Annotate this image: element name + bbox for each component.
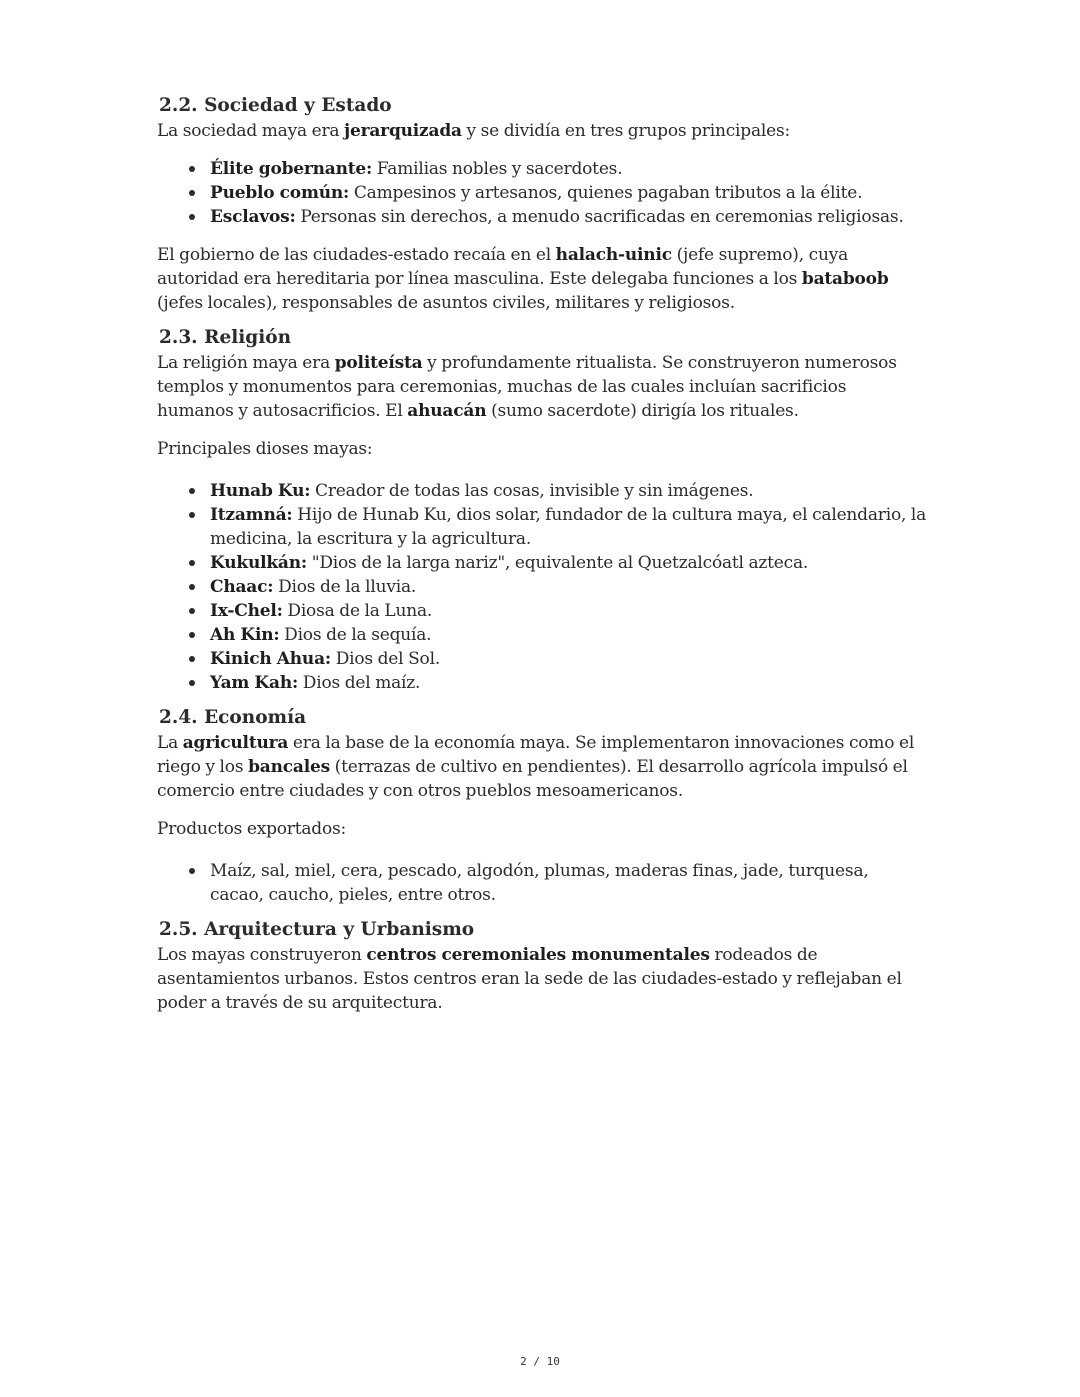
list-item: Élite gobernante: Familias nobles y sacerdotes. [157,157,927,181]
list-item: Esclavos: Personas sin derechos, a menudo sacrificadas en ceremonias religiosas. [157,205,927,229]
paragraph-gobierno: El gobierno de las ciudades-estado recaía en el halach-uinic (jefe supremo), cuya autoridad era hereditaria por línea masculina. Este delegaba funciones a los bataboob (jefes locales), responsables de asuntos civiles, militares y religiosos. [157,245,889,313]
section-heading: 2.2. Sociedad y Estado [159,95,392,116]
section-heading: 2.3. Religión [159,327,292,348]
section-heading: 2.5. Arquitectura y Urbanismo [159,919,475,940]
list-item: Ix-Chel: Diosa de la Luna. [157,599,927,623]
paragraph-economia-intro: La agricultura era la base de la economía maya. Se implementaron innovaciones como el riego y los bancales (terrazas de cultivo en pendientes). El desarrollo agrícola impulsó el comercio entre ciudades y con otros pueblos mesoamericanos. [157,733,915,801]
list-item: Hunab Ku: Creador de todas las cosas, invisible y sin imágenes. [157,479,927,503]
list-item: Kinich Ahua: Dios del Sol. [157,647,927,671]
paragraph-arquitectura-intro: Los mayas construyeron centros ceremoniales monumentales rodeados de asentamientos urbanos. Estos centros eran la sede de las ciudades-estado y reflejaban el poder a través de su arquitectura. [157,945,902,1013]
page-number: 2 / 10 [520,1355,560,1368]
section-arquitectura [157,917,927,1015]
list-item: Kukulkán: "Dios de la larga nariz", equivalente al Quetzalcóatl azteca. [157,551,927,575]
products-list [157,859,927,907]
section-religion [157,325,927,695]
list-item: Maíz, sal, miel, cera, pescado, algodón, plumas, maderas finas, jade, turquesa, cacao, caucho, pieles, entre otros. [157,859,927,907]
section-sociedad-estado [157,93,927,315]
list-item: Yam Kah: Dios del maíz. [157,671,927,695]
gods-label: Principales dioses mayas: [157,439,373,459]
list-item: Itzamná: Hijo de Hunab Ku, dios solar, fundador de la cultura maya, el calendario, la medicina, la escritura y la agricultura. [157,503,927,551]
social-groups-list [157,157,927,229]
list-item: Pueblo común: Campesinos y artesanos, quienes pagaban tributos a la élite. [157,181,927,205]
products-label: Productos exportados: [157,819,347,839]
section-heading: 2.4. Economía [159,707,307,728]
paragraph-religion-intro: La religión maya era politeísta y profundamente ritualista. Se construyeron numerosos templos y monumentos para ceremonias, muchas de las cuales incluían sacrificios humanos y autosacrificios. El ahuacán (sumo sacerdote) dirigía los rituales. [157,353,897,421]
paragraph-sociedad-intro: La sociedad maya era jerarquizada y se dividía en tres grupos principales: [157,121,791,141]
gods-list [157,479,927,695]
section-economia [157,705,927,907]
document-page [157,93,927,1015]
list-item: Chaac: Dios de la lluvia. [157,575,927,599]
list-item: Ah Kin: Dios de la sequía. [157,623,927,647]
